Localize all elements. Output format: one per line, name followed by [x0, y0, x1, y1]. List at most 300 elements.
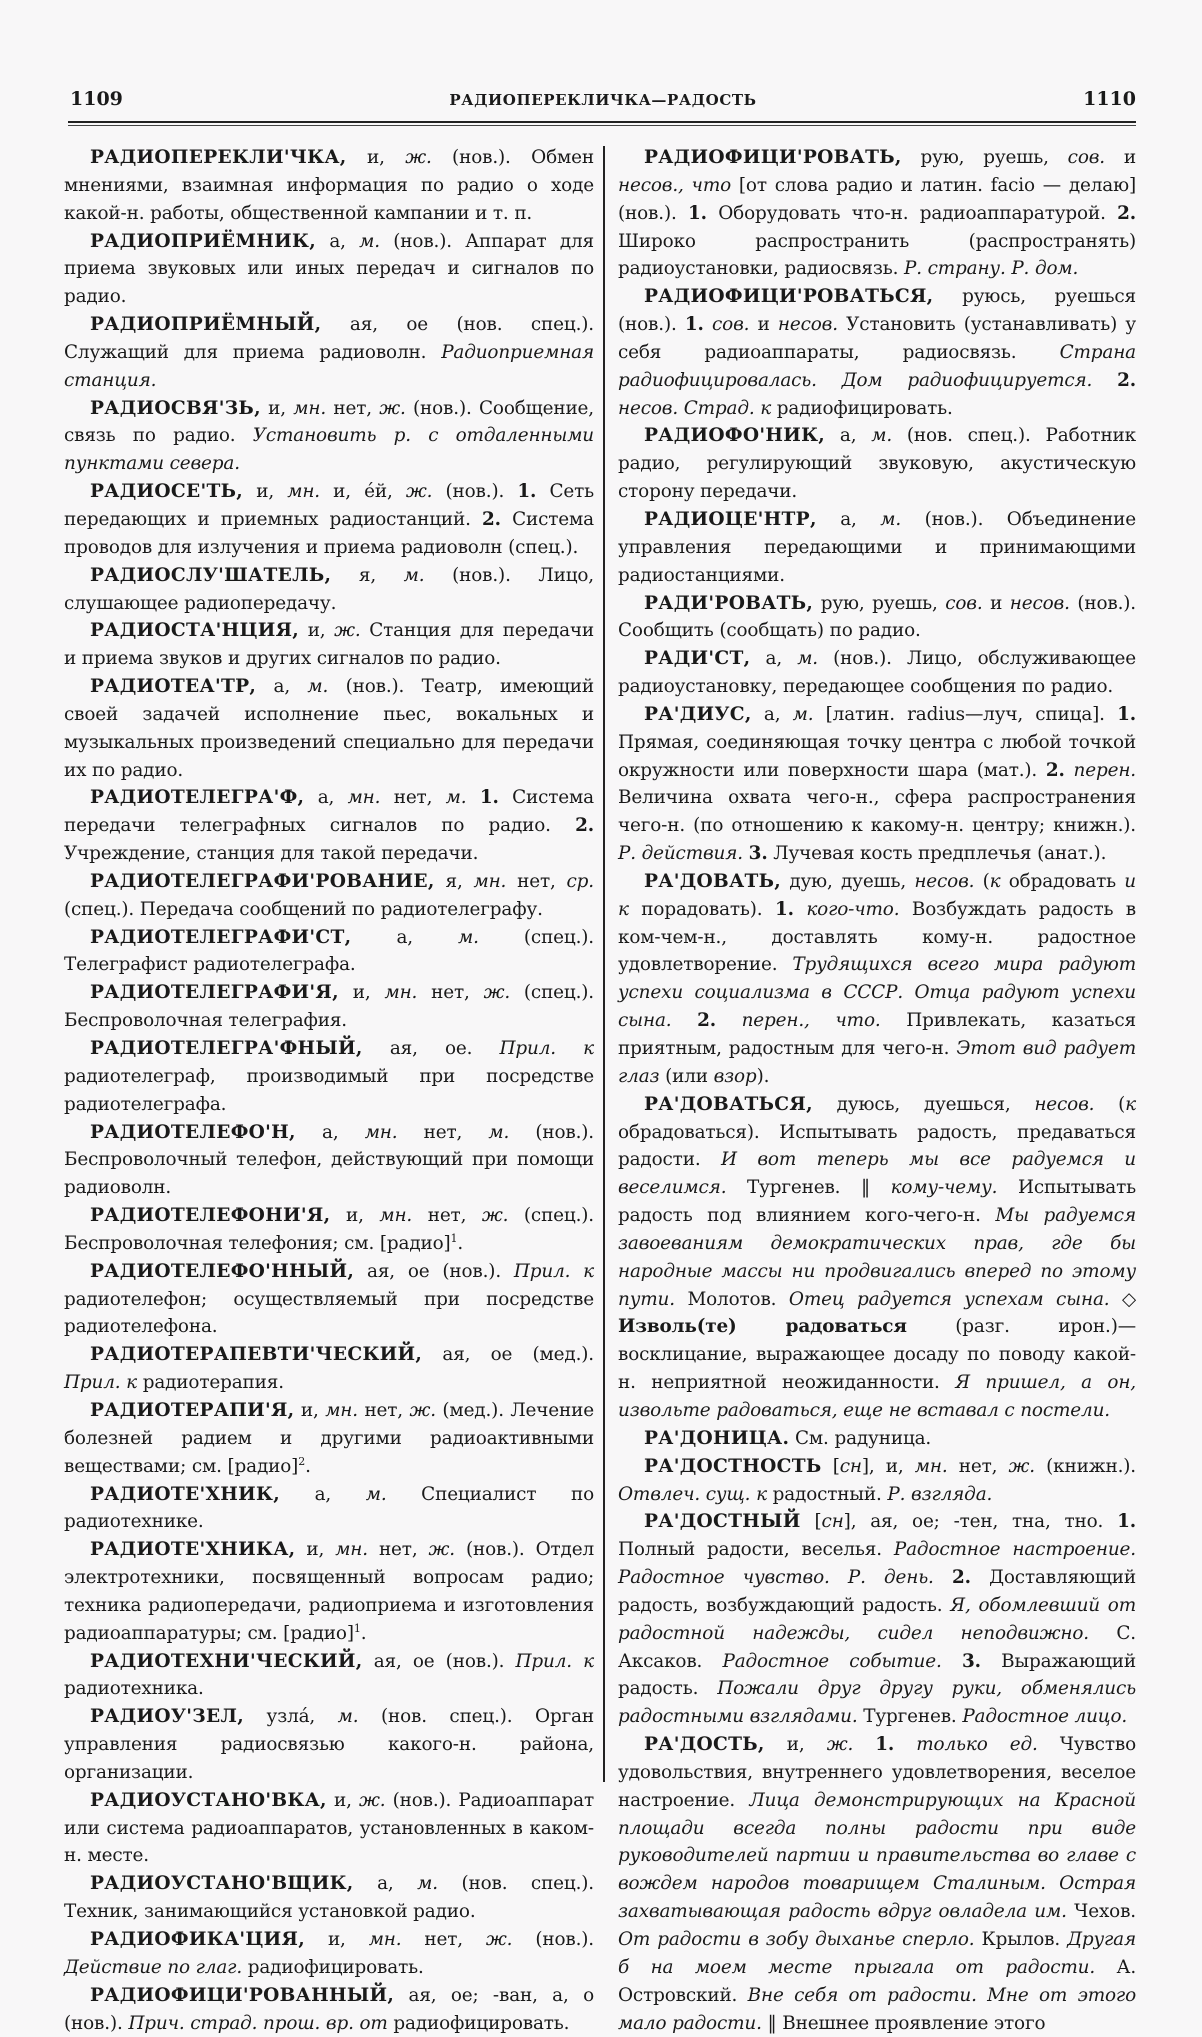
definition-text: и, [764, 1734, 827, 1756]
definition-text: а, [825, 425, 872, 447]
italic-gloss: мн. [364, 1121, 398, 1143]
superscript: 1 [353, 1621, 361, 1635]
definition-text: а, [816, 508, 881, 530]
dictionary-entry [64, 1536, 594, 1647]
headword: РА'ДОНИЦА. [644, 1427, 790, 1449]
definition-text: (разг. ирон.)—восклицание, выражающее досаду по поводу какой-н. неприятной неожиданности. [618, 1316, 1136, 1394]
definition-text: порадовать). [628, 898, 775, 920]
dictionary-entry [618, 701, 1136, 868]
definition-text: нет, [947, 1455, 1009, 1477]
definition-text: Тургенев. [857, 1706, 963, 1728]
headword: РАДИОТЕЛЕФОНИ'Я, [90, 1205, 331, 1227]
headword: РАДИОТЕ'ХНИК, [90, 1483, 280, 1505]
definition-text: и [982, 592, 1010, 614]
definition-text: Станция для передачи и приема звуков и других сигналов по радио. [64, 620, 594, 670]
definition-text [894, 1734, 916, 1755]
headword: РАДИ'СТ, [644, 648, 751, 670]
dictionary-entry [64, 1035, 594, 1119]
dictionary-entry [618, 506, 1136, 590]
dictionary-entry [64, 478, 594, 562]
definition-text: нет, [401, 1929, 486, 1950]
definition-text: (нов. спец.). Работник радио, регулирующий звуковую, акустическую сторону передачи. [618, 425, 1136, 503]
definition-text: А. Островский. [618, 1956, 1137, 2006]
superscript: 2 [298, 1454, 306, 1468]
italic-gloss: ж. [481, 1205, 509, 1227]
italic-gloss: мн. [325, 1399, 358, 1421]
italic-gloss: Лица демонстрирующих на Красной площади всегда полны радости при виде руководителей партии и правительства во главе с вождем народов товарищем Сталиным. Острая захватывающая радость вдруг овладела им. [618, 1789, 1136, 1923]
dictionary-entry [64, 1481, 594, 1537]
italic-gloss: ж. [428, 1539, 455, 1561]
sense-number: 3. [961, 1650, 981, 1672]
sense-number: 1. [684, 314, 704, 336]
italic-gloss: Я пришел, а он, извольте радоваться, еще не вставал с постели. [618, 1372, 1136, 1421]
italic-gloss: взор [713, 1065, 757, 1087]
dictionary-entry [64, 617, 594, 673]
italic-gloss: м. [365, 1483, 387, 1505]
definition-text: ая, ое; -ван, а, о (нов.). [64, 1984, 594, 2034]
italic-gloss: сн [839, 1455, 862, 1477]
italic-gloss: мн. [293, 397, 327, 419]
definition-text: и, [326, 1789, 359, 1811]
definition-text: нет, [380, 787, 446, 809]
definition-text: Широко распространить (распространять) радиоустановки, радиосвязь. [618, 230, 1136, 280]
definition-text: а, [256, 676, 308, 698]
dictionary-entry [64, 1341, 594, 1397]
italic-gloss: Прил. к [64, 1372, 137, 1394]
definition-text: я, [434, 870, 474, 892]
definition-text: (спец.). Передача сообщений по радиотелеграфу. [64, 898, 543, 920]
definition-text: обрадоваться). Испытывать радость, предаваться радости. [618, 1121, 1136, 1171]
dictionary-entry [64, 228, 594, 312]
definition-text: а, [279, 1483, 366, 1505]
italic-gloss: Страна радиофицировалась. Дом радиофицируется. [618, 341, 1136, 391]
definition-text: нет, [417, 982, 484, 1004]
definition-text: Учреждение, станция для такой передачи. [64, 843, 479, 865]
definition-text: я, [331, 564, 404, 586]
dictionary-entry [64, 311, 594, 395]
italic-gloss: Прил. к [515, 1650, 594, 1672]
italic-gloss: к [1125, 1093, 1136, 1115]
definition-text: (спец.). Беспроволочная телеграфия. [64, 982, 595, 1032]
definition-text: нет, [367, 1539, 429, 1561]
definition-text: ая, ое (нов.). [354, 1260, 514, 1282]
definition-text: ая, ое (нов.). [362, 1650, 516, 1672]
definition-text: Молотов. [674, 1288, 789, 1310]
headword: РАДИОПЕРЕКЛИ'ЧКА, [90, 147, 347, 168]
dictionary-entry [618, 1091, 1136, 1425]
headword: РАДИОПРИЁМНЫЙ, [90, 314, 322, 336]
definition-text: (нов.). Беспроволочный телефон, действующий при помощи радиоволн. [64, 1121, 595, 1199]
definition-text: ая, ое. [362, 1038, 500, 1059]
definition-text: Доставляющий радость, возбуждающий радость. [618, 1567, 1136, 1616]
definition-text [1065, 760, 1074, 781]
definition-text [853, 1734, 875, 1755]
definition-text: радиофицировать. [242, 1956, 424, 1978]
headword: РАДИОТЕРАПИ'Я, [90, 1399, 295, 1421]
italic-gloss: мн. [335, 1539, 368, 1561]
headword: РА'ДИУС, [644, 703, 752, 725]
italic-gloss: несов., что [618, 174, 732, 196]
italic-gloss: Трудящихся всего мира радуют успехи социализма в СССР. Отца радуют успехи сына. [618, 954, 1136, 1032]
right-column [618, 144, 1136, 2037]
dictionary-entry [64, 1397, 594, 1481]
italic-gloss: кому-чему. [890, 1177, 998, 1199]
definition-text: Сеть передающих и приемных радиостанций. [64, 481, 594, 530]
definition-text: дуюсь, дуешься, [812, 1093, 1035, 1115]
definition-text: Привлекать, казаться приятным, радостным для чего-н. [618, 1010, 1136, 1059]
definition-text: (или [659, 1065, 714, 1087]
definition-text: радиотерапия. [137, 1372, 284, 1394]
italic-gloss: сов. [712, 314, 750, 336]
italic-gloss: ж. [358, 1789, 386, 1811]
definition-text: и, [294, 1399, 326, 1421]
definition-text [466, 787, 479, 808]
definition-text: узла́, [244, 1706, 338, 1728]
definition-text: Лучевая кость предплечья (анат.). [767, 843, 1107, 865]
dictionary-entry [618, 1453, 1136, 1509]
definition-text: и, [299, 620, 335, 642]
left-column [64, 144, 594, 2037]
headword: РАДИОТЕЛЕГРА'ФНЫЙ, [90, 1038, 363, 1059]
sense-number: 2. [575, 815, 594, 837]
definition-text: а, [750, 648, 798, 670]
headword: РАДИОУ'ЗЕЛ, [90, 1706, 245, 1728]
sense-number: 2. [697, 1010, 716, 1032]
italic-gloss: м. [307, 676, 329, 698]
definition-text: и, [295, 1539, 336, 1561]
definition-text: дую, дуешь, [781, 870, 915, 892]
italic-gloss: несов. [777, 314, 838, 336]
definition-text: (спец.). Беспроволочная телефония; см. [радио] [64, 1205, 595, 1254]
headword: РАДИОСВЯ'ЗЬ, [90, 397, 261, 419]
superscript: 1 [450, 1231, 458, 1245]
definition-text: (нов.). Объединение управления передающими и принимающими радиостанциями. [618, 508, 1136, 586]
headword: РАДИОТЕА'ТР, [90, 676, 257, 698]
page-header [70, 88, 1136, 114]
definition-text: (нов.). Театр, имеющий своей задачей исполнение пьес, вокальных и музыкальных произведений специально для передачи их по радио. [64, 676, 594, 781]
definition-text [671, 1010, 697, 1031]
definition-text [942, 1651, 962, 1672]
definition-text: ая, ое (мед.). [422, 1344, 594, 1366]
dictionary-entry [64, 1982, 594, 2037]
headword: РАДИОУСТАНО'ВЩИК, [90, 1873, 354, 1895]
definition-text: и, [243, 481, 288, 503]
headword: РАДИОФИЦИ'РОВАТЬ, [644, 147, 902, 168]
definition-text: (нов.). Лицо, слушающее радиопередачу. [64, 564, 595, 614]
italic-gloss: сов. [1067, 147, 1105, 168]
definition-text: нет, [326, 397, 380, 419]
headword: РА'ДОВАТЬ, [644, 870, 782, 892]
definition-text [716, 1010, 742, 1031]
dictionary-entry [618, 422, 1136, 506]
definition-text: (нов.). Сообщить (сообщать) по радио. [618, 592, 1136, 642]
definition-text: Установить (устанавливать) у себя радиоаппараты, радиосвязь. [618, 314, 1136, 363]
headword: РАДИОСТА'НЦИЯ, [90, 620, 300, 642]
dictionary-entry [618, 1731, 1136, 2037]
definition-text [934, 1567, 952, 1588]
definition-text: и, [305, 1929, 369, 1950]
headword: РАДИОЦЕ'НТР, [644, 508, 817, 530]
definition-text: (нов.). Сообщение, связь по радио. [64, 397, 594, 447]
definition-text: (нов.). Лицо, обслуживающее радиоустановку, передающее сообщения по радио. [618, 648, 1137, 698]
italic-gloss: Радостное лицо. [962, 1706, 1128, 1728]
headword: РАДИОФИКА'ЦИЯ, [90, 1929, 305, 1950]
headword: РАДИОТЕЛЕФО'ННЫЙ, [90, 1260, 355, 1282]
definition-text: Система передачи телеграфных сигналов по радио. [64, 787, 594, 837]
italic-gloss: Радостное настроение. Радостное чувство. Р. день. [618, 1539, 1136, 1589]
definition-text: Полный радости, веселья. [618, 1539, 894, 1561]
italic-gloss: ср. [566, 870, 594, 892]
italic-gloss: От радости в зобу дыханье сперло. [618, 1929, 975, 1950]
definition-text: (нов.). [512, 1929, 594, 1950]
italic-gloss: Установить р. с отдаленными пунктами севера. [64, 425, 594, 475]
definition-text: (нов.). Отдел электротехники, посвященный вопросам радио; техника радиопередачи, радиоприема и изготовления радиоаппаратуры; см. [радио] [64, 1539, 594, 1644]
dictionary-entry [64, 562, 594, 618]
italic-gloss: ж. [334, 620, 361, 642]
italic-gloss: Р. страну. Р. дом. [903, 258, 1079, 280]
italic-gloss: ж. [1008, 1455, 1035, 1477]
sense-number: 2. [482, 508, 501, 530]
definition-text: а, [295, 1121, 365, 1143]
definition-text: (книжн.). [1034, 1455, 1136, 1477]
dictionary-entry [64, 1202, 594, 1258]
page-number-left: 1109 [70, 88, 123, 110]
definition-text: нет, [397, 1121, 489, 1143]
definition-text: (нов.). Радиоаппарат или система радиоаппаратов, установленных в каком-н. месте. [64, 1789, 594, 1867]
definition-text: (нов.). Аппарат для приема звуковых или иных передач и сигналов по радио. [64, 230, 594, 308]
definition-text: (нов.). Обмен мнениями, взаимная информация по радио о ходе какой-н. работы, общественной кампании и т. п. [64, 147, 594, 224]
definition-text [794, 899, 806, 920]
definition-text: [латин. radius—луч, спица]. [813, 703, 1118, 725]
definition-text: Система проводов для излучения и приема радиоволн (спец.). [64, 508, 594, 558]
definition-text: а, [351, 926, 459, 948]
definition-text: и [1105, 147, 1136, 168]
sense-number: 1. [1117, 1511, 1136, 1533]
definition-text: и, [330, 1205, 380, 1227]
italic-gloss: кого-что. [806, 898, 900, 920]
italic-gloss: Р. действия. [618, 843, 743, 865]
headword: РАДИОТЕРАПЕВТИ'ЧЕСКИЙ, [90, 1344, 423, 1366]
dictionary-entry [64, 1703, 594, 1787]
dictionary-entry [64, 144, 594, 228]
dictionary-entry [618, 144, 1136, 283]
definition-text: [ [821, 1455, 840, 1477]
italic-gloss: м. [337, 1706, 359, 1728]
dictionary-entry [64, 979, 594, 1035]
italic-gloss: ж. [826, 1734, 854, 1756]
definition-text: Специалист по радиотехнике. [64, 1483, 594, 1533]
headword: РАДИОСЛУ'ШАТЕЛЬ, [90, 564, 332, 586]
italic-gloss: ж. [409, 1399, 436, 1421]
headword: РА'ДОВАТЬСЯ, [644, 1093, 813, 1115]
italic-gloss: к [989, 870, 1001, 892]
definition-text: (нов.). [432, 481, 518, 503]
definition-text: рую, руешь, [813, 592, 946, 614]
definition-text: и, [338, 982, 385, 1004]
italic-gloss: Этот вид радует глаз [618, 1038, 1136, 1087]
italic-gloss: несов. [1009, 592, 1070, 614]
headword: РАДИОУСТАНО'ВКА, [90, 1789, 327, 1811]
sense-number: 2. [951, 1567, 971, 1589]
definition-text: . [457, 1232, 464, 1254]
definition-text: Оборудовать что-н. радиоаппаратурой. [706, 202, 1118, 224]
definition-text: ая, ое (нов. спец.). Служащий для приема радиоволн. [64, 314, 594, 363]
definition-text: а, [304, 787, 348, 809]
definition-text: . [360, 1622, 367, 1644]
definition-text: обрадовать [1000, 870, 1125, 892]
dictionary-entry [64, 1870, 594, 1926]
headword: РА'ДОСТНОСТЬ [644, 1455, 822, 1477]
definition-text: нет, [412, 1205, 482, 1227]
sense-number: 1. [517, 481, 537, 503]
running-head: РАДИОПЕРЕКЛИЧКА—РАДОСТЬ [449, 91, 757, 109]
italic-gloss: только ед. [916, 1734, 1038, 1756]
dictionary-entry [64, 1648, 594, 1704]
headword: РАДИОТЕЛЕФО'Н, [90, 1121, 296, 1143]
italic-gloss: Р. взгляда. [887, 1483, 993, 1505]
italic-gloss: мн. [379, 1205, 413, 1227]
italic-gloss: Отец радуется успехам сына. [788, 1288, 1110, 1310]
definition-text: Возбуждать радость в ком-чем-н., доставлять кому-н. радостное удовлетворение. [618, 898, 1136, 976]
italic-gloss: мн. [473, 870, 507, 892]
headword: РАДИОТЕЛЕГРАФИ'РОВАНИЕ, [90, 870, 435, 892]
headword: РА'ДОСТНЫЙ [644, 1511, 801, 1533]
definition-text: а, [353, 1873, 418, 1895]
headword: РАДИОТЕХНИ'ЧЕСКИЙ, [90, 1650, 363, 1672]
dictionary-entry [64, 1258, 594, 1342]
italic-gloss: м. [458, 926, 479, 948]
definition-text: нет, [357, 1399, 410, 1421]
italic-gloss: и к [618, 870, 1136, 920]
definition-text: радиофицировать. [771, 397, 953, 419]
definition-text: [от слова радио и латин. facio — делаю] (нов.). [618, 174, 1136, 224]
sense-number: 1. [1117, 703, 1136, 725]
italic-gloss: сов. [945, 592, 983, 614]
headword: РАДИОТЕЛЕГРАФИ'СТ, [90, 926, 352, 948]
headword: РАДИОТЕЛЕГРАФИ'Я, [90, 982, 339, 1004]
definition-text: (нов. спец.). Техник, занимающийся установкой радио. [64, 1873, 594, 1923]
definition-text: ). [756, 1065, 770, 1087]
headword: РАДИОФО'НИК, [644, 425, 826, 447]
definition-text: (спец.). Телеграфист радиотелеграфа. [64, 926, 595, 976]
definition-text: Крылов. [974, 1929, 1068, 1950]
italic-gloss: м. [445, 787, 467, 809]
definition-text [1092, 370, 1117, 391]
dictionary-entry [64, 1119, 594, 1203]
italic-gloss: мн. [347, 787, 381, 809]
italic-gloss: м. [417, 1873, 438, 1895]
dictionary-entry [618, 283, 1136, 422]
dictionary-entry [64, 395, 594, 479]
definition-text: Испытывать радость под влиянием кого-чего-н. [618, 1177, 1136, 1227]
italic-gloss: перен., что. [741, 1010, 881, 1032]
definition-text: Выражающий радость. [618, 1650, 1137, 1700]
definition-text: [ [800, 1511, 822, 1533]
definition-text: а, [751, 703, 793, 725]
dictionary-entry [64, 673, 594, 784]
definition-text: радостный. [766, 1483, 888, 1505]
definition-text: и, [346, 147, 406, 168]
italic-gloss: мн. [384, 982, 418, 1004]
sense-number: 3. [748, 843, 768, 865]
italic-gloss: Прич. страд. прош. вр. от [128, 2012, 388, 2034]
italic-gloss: несов. Страд. к [618, 397, 772, 419]
definition-text: . [305, 1455, 311, 1477]
sense-number: 2. [1117, 369, 1136, 391]
definition-text: См. радуница. [789, 1427, 932, 1449]
definition-text: ◇ [1109, 1288, 1136, 1310]
sense-number: 1. [688, 202, 707, 224]
italic-gloss: м. [792, 703, 814, 725]
definition-text: радиофицировать. [387, 2012, 570, 2034]
italic-gloss: несов. [914, 870, 975, 892]
dictionary-entry [64, 1926, 594, 1982]
italic-gloss: м. [488, 1121, 510, 1143]
italic-gloss: Прил. к [499, 1038, 594, 1059]
italic-gloss: И вот теперь мы все радуемся и веселимся. [618, 1149, 1136, 1199]
definition-text: Чехов. [1066, 1901, 1136, 1923]
definition-text: рую, руешь, [901, 147, 1068, 168]
italic-gloss: ж. [405, 147, 432, 168]
headword: РА'ДОСТЬ, [644, 1734, 765, 1756]
dictionary-entry [64, 868, 594, 924]
dictionary-entry [618, 1508, 1136, 1731]
dictionary-entry [618, 868, 1136, 1091]
italic-gloss: Радиоприемная станция. [64, 341, 594, 391]
italic-gloss: м. [403, 564, 425, 586]
definition-text: ], ая, ое; -тен, тна, тно. [843, 1511, 1118, 1533]
italic-gloss: Пожали друг другу руки, обменялись радостными взглядами. [618, 1678, 1137, 1728]
definition-text: радиотелеграф, производимый при посредстве радиотелеграфа. [64, 1065, 594, 1115]
italic-gloss: сн [821, 1511, 844, 1533]
italic-gloss: ж. [405, 481, 433, 503]
italic-gloss: мн. [914, 1455, 948, 1477]
italic-gloss: перен. [1073, 759, 1136, 781]
sense-number: 1. [875, 1734, 895, 1756]
italic-gloss: Радостное событие. [722, 1650, 942, 1672]
definition-text: (нов. спец.). Орган управления радиосвязью какого-н. района, организации. [64, 1706, 594, 1783]
italic-gloss: м. [797, 648, 818, 670]
definition-text: нет, [506, 870, 567, 892]
definition-text: руюсь, руешься (нов.). [618, 286, 1136, 336]
header-rule-thin [68, 125, 1136, 126]
italic-gloss: мн. [287, 481, 320, 503]
headword: РАДИОТЕ'ХНИКА, [90, 1539, 296, 1561]
definition-text [704, 314, 712, 335]
sense-number: 2. [1117, 202, 1136, 224]
page-number-right: 1110 [1083, 88, 1136, 110]
definition-text: Чувство удовольствия, внутреннего удовлетворения, веселое настроение. [618, 1734, 1136, 1811]
definition-text: и [749, 314, 778, 336]
definition-text: С. Аксаков. [618, 1622, 1136, 1672]
italic-gloss: Я, обомлевший от радостной надежды, сидел неподвижно. [618, 1594, 1136, 1644]
italic-gloss: ж. [483, 982, 511, 1004]
headword: РАДИОФИЦИ'РОВАТЬСЯ, [644, 286, 934, 308]
definition-text: радиотелефон; осуществляемый при посредстве радиотелефона. [64, 1288, 594, 1338]
italic-gloss: Вне себя от радости. Мне от этого мало радости. [618, 1984, 1136, 2034]
definition-text: и, [260, 397, 294, 419]
sense-number: 1. [479, 787, 499, 809]
definition-text: ‖ Внешнее проявление этого [761, 2012, 1046, 2034]
headword: РАДИОФИЦИ'РОВАННЫЙ, [90, 1984, 395, 2006]
italic-gloss: Другая б на моем месте прыгала от радости. [618, 1929, 1136, 1978]
italic-gloss: Отвлеч. сущ. к [618, 1483, 767, 1505]
dictionary-entry [64, 784, 594, 868]
italic-gloss: Мы радуемся завоеваниям демократических прав, где бы народные массы ни продвигались вперед по этому пути. [618, 1205, 1136, 1310]
definition-text: ], и, [861, 1455, 915, 1477]
definition-text: Прямая, соединяющая точку центра с любой точкой окружности или поверхности шара (мат.). [618, 731, 1136, 781]
header-rule [68, 121, 1136, 123]
